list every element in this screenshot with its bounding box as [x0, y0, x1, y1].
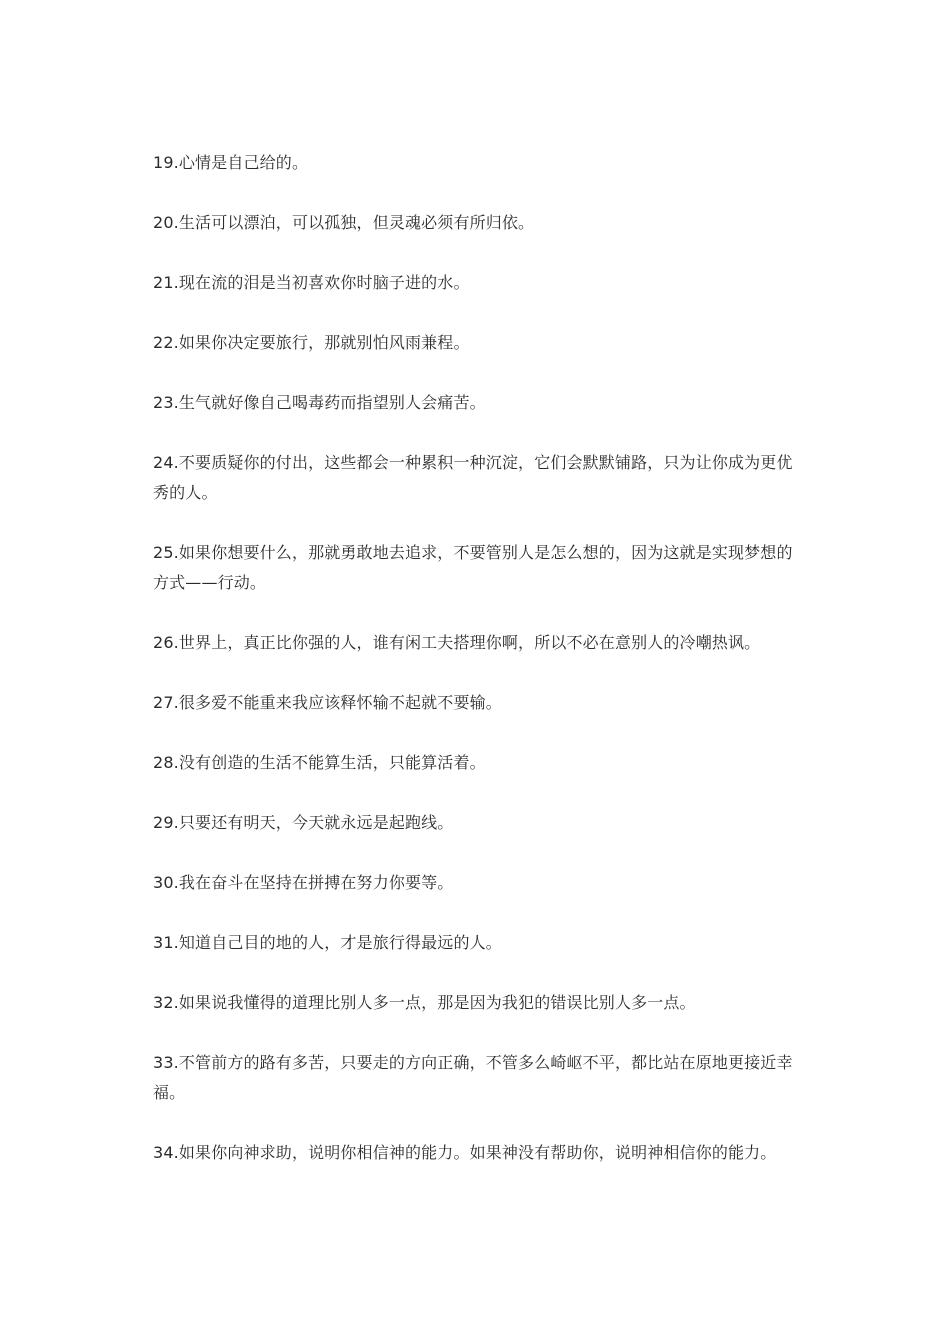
list-item: 28.没有创造的生活不能算生活，只能算活着。 — [153, 753, 486, 772]
list-item: 21.现在流的泪是当初喜欢你时脑子进的水。 — [153, 273, 470, 292]
list-item: 20.生活可以漂泊，可以孤独，但灵魂必须有所归依。 — [153, 213, 535, 232]
list-item: 31.知道自己目的地的人，才是旅行得最远的人。 — [153, 933, 502, 952]
list-item: 24.不要质疑你的付出，这些都会一种累积一种沉淀，它们会默默铺路，只为让你成为更优秀的人。 — [153, 453, 793, 502]
list-item: 33.不管前方的路有多苦，只要走的方向正确，不管多么崎岖不平，都比站在原地更接近幸福。 — [153, 1053, 793, 1102]
list-item: 26.世界上，真正比你强的人，谁有闲工夫搭理你啊，所以不必在意别人的冷嘲热讽。 — [153, 633, 761, 652]
list-item: 27.很多爱不能重来我应该释怀输不起就不要输。 — [153, 693, 502, 712]
list-item: 25.如果你想要什么，那就勇敢地去追求，不要管别人是怎么想的，因为这就是实现梦想的方式——行动。 — [153, 543, 793, 592]
list-item: 22.如果你决定要旅行，那就别怕风雨兼程。 — [153, 333, 470, 352]
list-item: 29.只要还有明天，今天就永远是起跑线。 — [153, 813, 454, 832]
quote-list — [153, 148, 805, 1198]
list-item: 32.如果说我懂得的道理比别人多一点，那是因为我犯的错误比别人多一点。 — [153, 993, 696, 1012]
list-item: 19.心情是自己给的。 — [153, 153, 309, 172]
list-item: 30.我在奋斗在坚持在拼搏在努力你要等。 — [153, 873, 454, 892]
list-item: 23.生气就好像自己喝毒药而指望别人会痛苦。 — [153, 393, 486, 412]
list-item: 34.如果你向神求助，说明你相信神的能力。如果神没有帮助你，说明神相信你的能力。 — [153, 1143, 777, 1162]
